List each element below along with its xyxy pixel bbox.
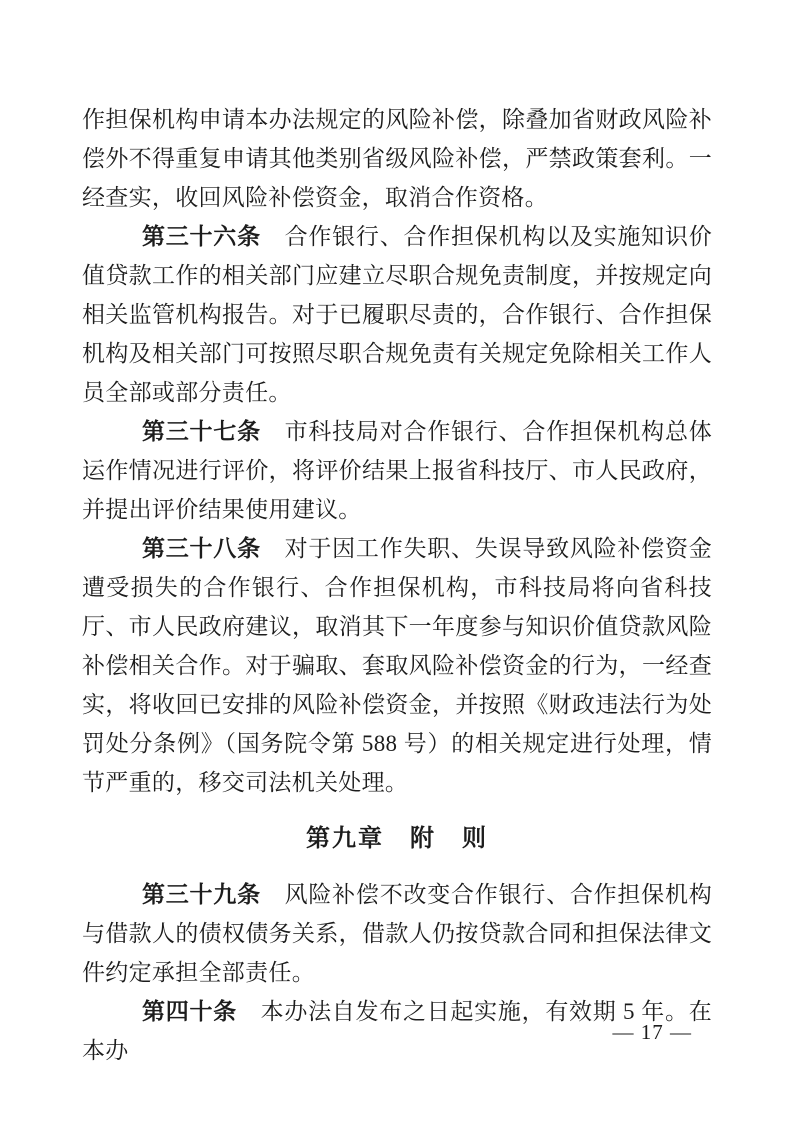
article-paragraph: 作担保机构申请本办法规定的风险补偿，除叠加省财政风险补偿外不得重复申请其他类别省级风险补偿，严禁政策套利。一经查实，收回风险补偿资金，取消合作资格。 — [82, 107, 712, 210]
article-paragraph: 第三十六条 合作银行、合作担保机构以及实施知识价值贷款工作的相关部门应建立尽职合规免责制度，并按规定向相关监管机构报告。对于已履职尽责的，合作银行、合作担保机构及相关部门可按照尽职合规免责有关规定免除相关工作人员全部或部分责任。 — [82, 223, 713, 405]
page-number: — 17 — — [612, 1020, 692, 1044]
article-paragraph: 第三十八条 对于因工作失职、失误导致风险补偿资金遭受损失的合作银行、合作担保机构，市科技局将向省科技厅、市人民政府建议，取消其下一年度参与知识价值贷款风险补偿相关合作。对于骗取、套取风险补偿资金的行为，一经查实，将收回已安排的风险补偿资金，并按照《财政违法行为处罚处分条例》（国务院令第 588 号）的相关规定进行处理，情节严重的，移交司法机关处理。 — [82, 535, 713, 795]
article-number: 第三十九条 — [142, 881, 261, 907]
chapter-heading: 第九章 附 则 — [306, 825, 488, 852]
article-number: 第四十条 — [142, 998, 237, 1024]
article-paragraph: 第三十七条 市科技局对合作银行、合作担保机构总体运作情况进行评价，将评价结果上报省科技厅、市人民政府，并提出评价结果使用建议。 — [82, 418, 713, 522]
article-number: 第三十七条 — [142, 418, 261, 444]
article-number: 第三十八条 — [142, 535, 261, 561]
document-body — [82, 100, 712, 1070]
article-paragraph: 第三十九条 风险补偿不改变合作银行、合作担保机构与借款人的债权债务关系，借款人仍按贷款合同和担保法律文件约定承担全部责任。 — [82, 881, 713, 985]
article-paragraph: 第四十条 本办法自发布之日起实施，有效期 5 年。在本办 — [82, 998, 712, 1063]
article-number: 第三十六条 — [142, 223, 261, 249]
